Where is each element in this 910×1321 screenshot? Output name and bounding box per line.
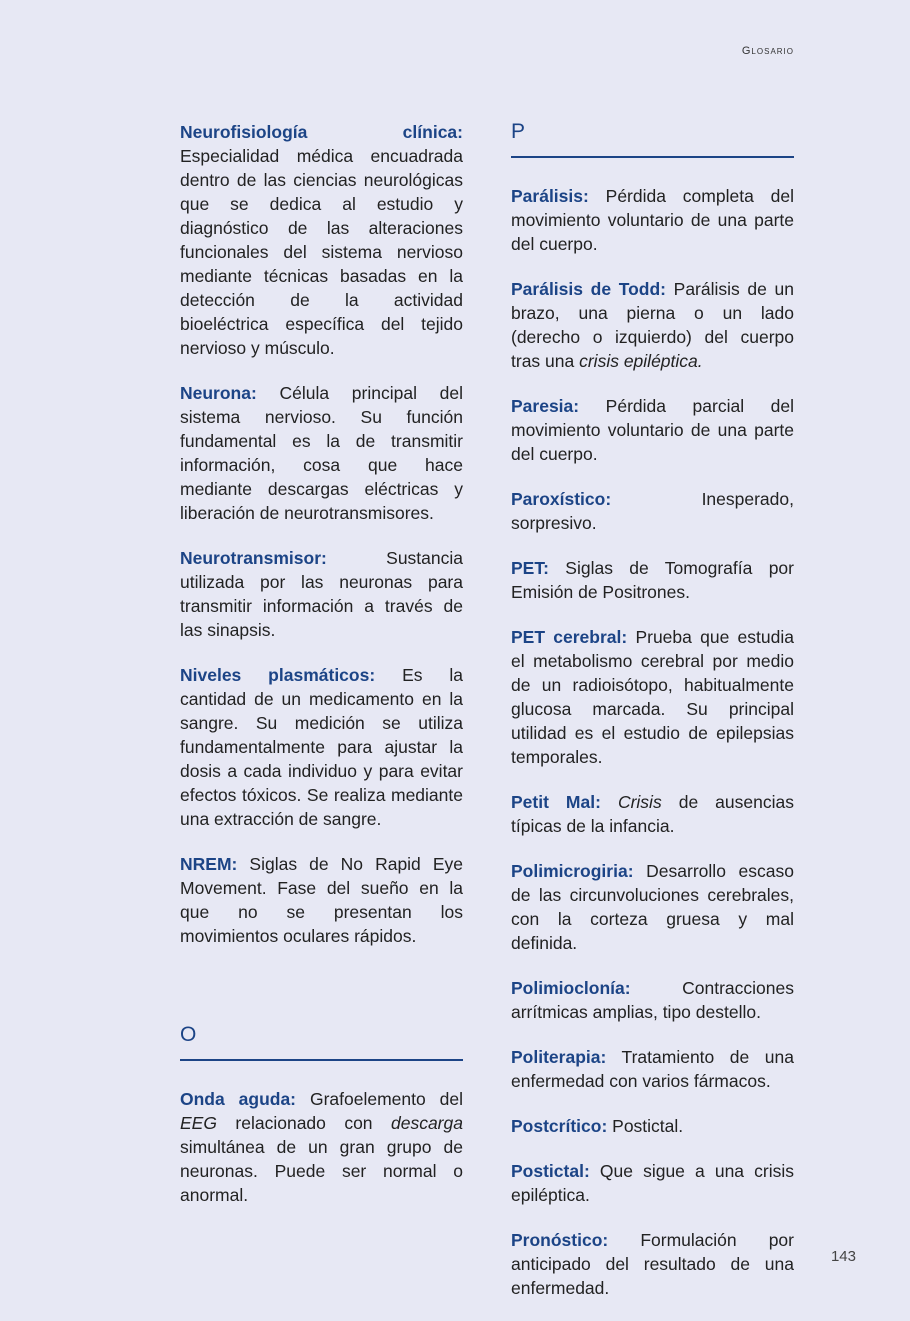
entry-term: Neurofisiología clínica: <box>180 122 463 142</box>
left-column <box>180 120 463 1228</box>
entry-term: Neurotransmisor: <box>180 548 327 568</box>
glossary-entry <box>511 976 794 1024</box>
glossary-entry <box>180 381 463 525</box>
glossary-entry <box>511 859 794 955</box>
entry-definition: Tratamiento de una enfermedad con varios fármacos. <box>511 1047 795 1091</box>
page-number: 143 <box>830 1248 856 1265</box>
section-letter: P <box>511 120 526 143</box>
glossary-entry <box>511 1228 794 1300</box>
entry-term: Politerapia: <box>511 1047 607 1067</box>
entry-italic: Crisis <box>617 792 662 812</box>
entry-definition: Parálisis de un brazo, una pierna o un lado (derecho o izquierdo) del cuerpo tras una <box>511 279 794 371</box>
running-head: Glosario <box>741 45 794 57</box>
section-letter: O <box>180 1023 197 1046</box>
entry-term: Postictal: <box>511 1161 590 1181</box>
entry-definition: Contracciones arrítmicas amplias, tipo destello. <box>511 978 794 1022</box>
entry-definition: Grafoelemento del <box>309 1089 463 1109</box>
entry-italic: EEG <box>180 1113 217 1133</box>
section-p-header <box>511 120 794 158</box>
glossary-entry <box>180 663 463 831</box>
entry-italic: descarga <box>390 1113 463 1133</box>
glossary-entry <box>511 625 794 769</box>
section-spacer <box>180 969 463 1023</box>
entry-definition: Postictal. <box>612 1116 684 1136</box>
entry-definition: Que sigue a una crisis epiléptica. <box>511 1161 794 1205</box>
entry-term: Parálisis de Todd: <box>511 279 666 299</box>
entry-definition: Sustancia utilizada por las neuronas para transmitir información a través de las sinapsis. <box>180 548 463 640</box>
entry-definition: simultánea de un gran grupo de neuronas. Puede ser normal o anormal. <box>180 1137 463 1205</box>
glossary-entry <box>511 1159 794 1207</box>
entry-term: Paroxístico: <box>511 489 612 509</box>
glossary-entry <box>180 546 463 642</box>
glossary-entry <box>180 120 463 360</box>
entry-definition: de ausencias típicas de la infancia. <box>511 792 794 836</box>
glossary-entry <box>511 394 794 466</box>
section-divider <box>511 156 794 158</box>
entry-definition: Inesperado, sorpresivo. <box>511 489 794 533</box>
glossary-entry <box>180 1087 463 1207</box>
glossary-entry <box>511 277 794 373</box>
entry-term: PET: <box>511 558 549 578</box>
entry-term: NREM: <box>180 854 238 874</box>
glossary-entry <box>511 790 794 838</box>
entry-term: Petit Mal: <box>511 792 601 812</box>
section-o-header <box>180 1023 463 1061</box>
glossary-entry <box>511 1045 794 1093</box>
entry-term: Paresia: <box>511 396 580 416</box>
entry-term: Parálisis: <box>511 186 589 206</box>
entry-definition: relacionado con <box>235 1113 373 1133</box>
entry-definition: Pérdida parcial del movimiento voluntario de una parte del cuerpo. <box>511 396 794 464</box>
right-column <box>511 120 794 1321</box>
entry-italic: crisis epiléptica. <box>579 351 703 371</box>
entry-definition: Formulación por anticipado del resultado de una enfermedad. <box>511 1230 794 1298</box>
entry-term: Postcrítico: <box>511 1116 608 1136</box>
entry-term: Polimicrogiria: <box>511 861 634 881</box>
entry-definition: Es la cantidad de un medicamento en la sangre. Su medición se utiliza fundamentalmente para ajustar la dosis a cada individuo y para evitar efectos tóxicos. Se realiza mediante una extracción de sangre. <box>180 665 463 829</box>
entry-term: Niveles plasmáticos: <box>180 665 376 685</box>
entry-definition: Siglas de Tomografía por Emisión de Positrones. <box>511 558 794 602</box>
glossary-entry <box>511 184 794 256</box>
entry-definition: Especialidad médica encuadrada dentro de las ciencias neurológicas que se dedica al estudio y diagnóstico de las alteraciones funcionales del sistema nervioso mediante técnicas basadas en la detección de la actividad bioeléctrica específica del tejido nervioso y músculo. <box>180 146 463 358</box>
entry-definition: Prueba que estudia el metabolismo cerebral por medio de un radioisótopo, habitualmente glucosa marcada. Su principal utilidad es el estudio de epilepsias temporales. <box>511 627 794 767</box>
glossary-entry <box>180 852 463 948</box>
entry-term: Neurona: <box>180 383 257 403</box>
entry-term: Pronóstico: <box>511 1230 609 1250</box>
entry-term: Onda aguda: <box>180 1089 297 1109</box>
glossary-entry <box>511 556 794 604</box>
entry-definition: Siglas de No Rapid Eye Movement. Fase del sueño en la que no se presentan los movimientos oculares rápidos. <box>180 854 463 946</box>
glossary-entry <box>511 1114 794 1138</box>
entry-definition: Célula principal del sistema nervioso. Su función fundamental es la de transmitir información, cosa que hace mediante descargas eléctricas y liberación de neurotransmisores. <box>180 383 463 523</box>
entry-term: Polimioclonía: <box>511 978 631 998</box>
entry-definition: Pérdida completa del movimiento voluntario de una parte del cuerpo. <box>511 186 794 254</box>
glossary-entry <box>511 487 794 535</box>
section-divider <box>180 1059 463 1061</box>
entry-definition: Desarrollo escaso de las circunvoluciones cerebrales, con la corteza gruesa y mal definida. <box>511 861 794 953</box>
entry-term: PET cerebral: <box>511 627 628 647</box>
